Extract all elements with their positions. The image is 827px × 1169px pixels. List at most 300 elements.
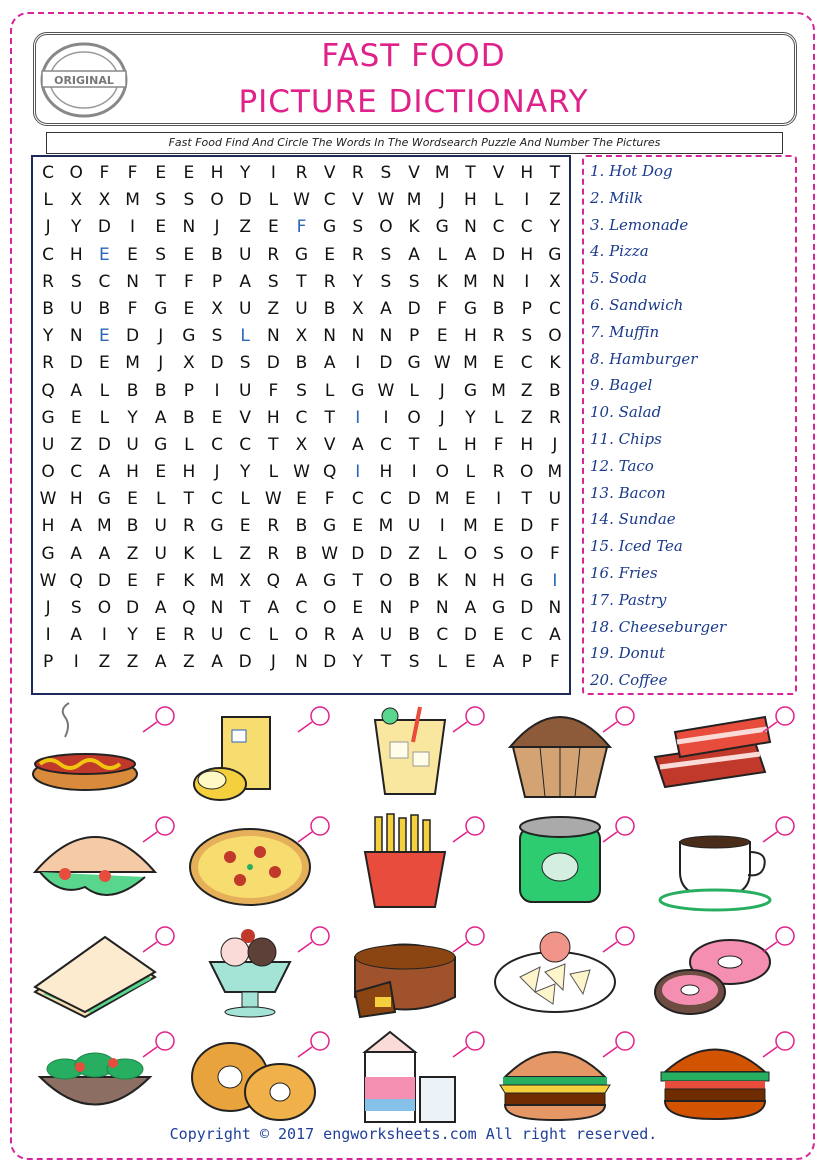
grid-letter[interactable]: I: [411, 462, 417, 483]
grid-letter[interactable]: H: [464, 326, 477, 347]
grid-letter[interactable]: B: [154, 380, 167, 401]
grid-letter[interactable]: B: [126, 380, 139, 401]
grid-letter[interactable]: W: [264, 489, 282, 510]
grid-letter[interactable]: N: [295, 652, 308, 673]
grid-letter[interactable]: O: [435, 462, 449, 483]
grid-letter[interactable]: L: [212, 543, 222, 564]
grid-letter[interactable]: K: [183, 543, 195, 564]
grid-letter[interactable]: O: [97, 598, 112, 618]
grid-letter[interactable]: Q: [41, 380, 55, 401]
grid-letter[interactable]: S: [267, 271, 279, 292]
grid-letter[interactable]: C: [211, 434, 223, 455]
grid-letter[interactable]: J: [214, 462, 220, 483]
grid-letter[interactable]: M: [406, 190, 422, 211]
grid-letter[interactable]: E: [493, 353, 504, 374]
grid-letter[interactable]: O: [322, 598, 337, 618]
grid-letter[interactable]: E: [239, 516, 251, 537]
grid-letter[interactable]: U: [154, 516, 167, 537]
grid-letter[interactable]: I: [101, 625, 107, 646]
grid-letter[interactable]: L: [240, 489, 250, 510]
grid-letter[interactable]: D: [266, 353, 280, 374]
grid-letter[interactable]: Y: [549, 217, 561, 238]
grid-letter[interactable]: T: [296, 271, 307, 292]
grid-letter[interactable]: R: [492, 462, 505, 483]
grid-letter[interactable]: A: [98, 543, 111, 564]
grid-letter[interactable]: T: [324, 407, 335, 428]
grid-letter[interactable]: G: [520, 570, 534, 591]
grid-letter[interactable]: I: [270, 163, 276, 183]
grid-letter[interactable]: A: [239, 271, 251, 292]
grid-letter[interactable]: C: [436, 625, 449, 646]
grid-letter[interactable]: G: [154, 434, 168, 455]
grid-letter[interactable]: K: [436, 271, 448, 292]
grid-letter[interactable]: Z: [549, 190, 561, 211]
grid-letter[interactable]: R: [295, 163, 308, 183]
grid-letter[interactable]: G: [548, 244, 562, 265]
grid-letter[interactable]: S: [493, 543, 504, 564]
grid-letter[interactable]: Q: [182, 598, 196, 618]
grid-letter[interactable]: E: [127, 570, 138, 591]
grid-letter[interactable]: A: [154, 598, 167, 618]
grid-letter[interactable]: U: [126, 434, 139, 455]
grid-letter[interactable]: D: [210, 353, 224, 374]
grid-letter[interactable]: Z: [239, 217, 251, 238]
grid-letter[interactable]: X: [70, 190, 83, 211]
grid-letter[interactable]: M: [97, 516, 112, 537]
grid-letter[interactable]: M: [434, 163, 450, 183]
grid-letter[interactable]: O: [210, 190, 224, 211]
grid-letter[interactable]: Y: [42, 326, 54, 347]
grid-letter[interactable]: P: [183, 380, 194, 401]
grid-letter[interactable]: V: [351, 190, 364, 211]
grid-letter[interactable]: E: [436, 326, 448, 347]
grid-letter[interactable]: W: [293, 462, 310, 483]
grid-letter[interactable]: M: [434, 489, 450, 510]
grid-letter[interactable]: U: [70, 298, 83, 319]
grid-letter[interactable]: P: [521, 298, 532, 319]
grid-letter[interactable]: X: [98, 190, 111, 211]
grid-letter[interactable]: U: [238, 298, 252, 319]
grid-letter[interactable]: G: [435, 217, 449, 238]
grid-letter[interactable]: G: [41, 543, 55, 564]
grid-letter[interactable]: T: [183, 489, 195, 510]
grid-letter[interactable]: I: [524, 271, 530, 292]
grid-letter[interactable]: L: [268, 190, 279, 211]
grid-letter[interactable]: S: [155, 190, 167, 211]
grid-letter[interactable]: K: [436, 570, 448, 591]
grid-letter[interactable]: J: [158, 326, 164, 347]
grid-letter[interactable]: H: [41, 516, 55, 537]
grid-letter[interactable]: G: [154, 298, 168, 319]
grid-letter[interactable]: S: [183, 190, 195, 211]
grid-letter[interactable]: D: [97, 570, 111, 591]
grid-letter[interactable]: H: [520, 434, 534, 455]
grid-letter[interactable]: V: [323, 434, 336, 455]
grid-letter[interactable]: C: [548, 298, 561, 319]
grid-letter[interactable]: C: [70, 462, 83, 483]
grid-letter[interactable]: F: [127, 298, 138, 319]
grid-letter[interactable]: N: [464, 570, 477, 591]
grid-letter[interactable]: W: [321, 543, 339, 564]
grid-letter[interactable]: R: [323, 271, 336, 292]
grid-letter[interactable]: B: [42, 298, 54, 319]
grid-letter[interactable]: B: [408, 625, 420, 646]
grid-letter[interactable]: E: [296, 489, 307, 510]
grid-letter[interactable]: N: [266, 326, 280, 347]
grid-letter[interactable]: G: [182, 326, 196, 347]
grid-letter[interactable]: I: [45, 625, 51, 646]
grid-letter[interactable]: W: [377, 380, 395, 401]
grid-letter[interactable]: Q: [69, 570, 83, 591]
grid-letter[interactable]: U: [295, 298, 308, 319]
grid-letter[interactable]: R: [182, 625, 195, 646]
grid-letter[interactable]: L: [409, 380, 419, 401]
grid-letter[interactable]: Y: [127, 407, 138, 428]
grid-letter[interactable]: C: [98, 271, 111, 292]
grid-letter[interactable]: C: [211, 489, 223, 510]
grid-letter[interactable]: T: [239, 598, 251, 618]
grid-letter[interactable]: X: [239, 570, 251, 591]
grid-letter[interactable]: J: [45, 217, 51, 238]
grid-letter[interactable]: S: [380, 244, 392, 265]
grid-letter[interactable]: W: [377, 190, 395, 211]
grid-letter[interactable]: G: [463, 298, 478, 319]
grid-letter[interactable]: W: [39, 570, 57, 591]
grid-letter[interactable]: A: [154, 407, 167, 428]
grid-letter[interactable]: O: [379, 217, 393, 238]
grid-letter[interactable]: J: [270, 652, 276, 673]
grid-letter[interactable]: A: [70, 516, 83, 537]
grid-letter[interactable]: G: [41, 407, 55, 428]
grid-letter[interactable]: S: [380, 163, 392, 183]
grid-letter[interactable]: V: [408, 163, 420, 183]
grid-letter[interactable]: B: [323, 298, 336, 319]
grid-letter[interactable]: N: [182, 217, 196, 238]
grid-letter[interactable]: Y: [239, 462, 251, 483]
grid-letter[interactable]: F: [324, 489, 335, 510]
grid-letter[interactable]: E: [267, 217, 279, 238]
grid-letter[interactable]: U: [379, 625, 393, 646]
grid-letter[interactable]: D: [520, 516, 534, 537]
grid-letter[interactable]: T: [352, 570, 363, 591]
grid-letter[interactable]: S: [408, 271, 420, 292]
grid-letter[interactable]: P: [42, 652, 54, 673]
grid-letter[interactable]: C: [42, 163, 55, 183]
grid-letter[interactable]: L: [184, 434, 194, 455]
grid-letter[interactable]: E: [99, 353, 110, 374]
grid-letter[interactable]: Z: [70, 434, 83, 455]
grid-letter[interactable]: V: [492, 163, 505, 183]
grid-letter[interactable]: P: [211, 271, 223, 292]
grid-letter[interactable]: L: [493, 190, 504, 211]
grid-letter[interactable]: D: [238, 652, 252, 673]
grid-letter[interactable]: O: [463, 543, 478, 564]
grid-letter[interactable]: F: [155, 570, 166, 591]
grid-letter[interactable]: N: [492, 271, 505, 292]
grid-letter[interactable]: C: [351, 489, 364, 510]
grid-letter[interactable]: Y: [465, 407, 476, 428]
grid-letter[interactable]: C: [239, 625, 252, 646]
grid-letter[interactable]: L: [155, 489, 166, 510]
grid-letter[interactable]: L: [465, 462, 476, 483]
grid-letter[interactable]: S: [352, 217, 364, 238]
grid-letter[interactable]: D: [69, 353, 83, 374]
grid-letter[interactable]: Y: [239, 163, 251, 183]
grid-letter[interactable]: R: [267, 543, 280, 564]
grid-letter[interactable]: R: [351, 163, 364, 183]
grid-letter[interactable]: T: [155, 271, 166, 292]
grid-letter[interactable]: L: [437, 434, 447, 455]
grid-letter[interactable]: L: [324, 380, 335, 401]
grid-letter[interactable]: L: [240, 326, 250, 347]
grid-letter[interactable]: Z: [520, 407, 533, 428]
grid-letter[interactable]: H: [492, 570, 505, 591]
grid-letter[interactable]: E: [324, 244, 336, 265]
grid-letter[interactable]: Z: [239, 543, 251, 564]
grid-letter[interactable]: G: [351, 380, 365, 401]
grid-letter[interactable]: X: [549, 271, 561, 292]
grid-letter[interactable]: B: [549, 380, 561, 401]
grid-letter[interactable]: W: [39, 489, 57, 510]
grid-letter[interactable]: G: [323, 217, 337, 238]
grid-letter[interactable]: S: [70, 271, 82, 292]
grid-letter[interactable]: M: [463, 516, 478, 537]
grid-letter[interactable]: Z: [520, 380, 533, 401]
grid-letter[interactable]: R: [548, 407, 561, 428]
grid-letter[interactable]: A: [154, 652, 167, 673]
grid-letter[interactable]: O: [407, 407, 421, 428]
grid-letter[interactable]: Y: [352, 271, 363, 292]
grid-letter[interactable]: A: [211, 652, 223, 673]
grid-letter[interactable]: F: [127, 163, 138, 183]
grid-letter[interactable]: F: [296, 217, 307, 238]
grid-letter[interactable]: C: [323, 190, 336, 211]
grid-letter[interactable]: V: [323, 163, 336, 183]
grid-letter[interactable]: D: [379, 543, 393, 564]
grid-letter[interactable]: M: [209, 570, 225, 591]
grid-letter[interactable]: U: [41, 434, 55, 455]
grid-letter[interactable]: V: [239, 407, 251, 428]
grid-letter[interactable]: O: [520, 543, 534, 564]
grid-letter[interactable]: N: [351, 326, 365, 347]
grid-letter[interactable]: A: [70, 625, 83, 646]
grid-letter[interactable]: G: [407, 353, 421, 374]
grid-letter[interactable]: G: [323, 516, 337, 537]
grid-letter[interactable]: E: [127, 489, 138, 510]
grid-letter[interactable]: E: [155, 462, 167, 483]
grid-letter[interactable]: G: [463, 380, 478, 401]
grid-letter[interactable]: B: [295, 353, 308, 374]
grid-letter[interactable]: C: [492, 217, 505, 238]
grid-letter[interactable]: F: [550, 516, 560, 537]
grid-letter[interactable]: A: [267, 598, 280, 618]
grid-letter[interactable]: M: [463, 271, 478, 292]
grid-letter[interactable]: W: [293, 190, 310, 211]
grid-letter[interactable]: M: [125, 190, 140, 211]
grid-letter[interactable]: N: [210, 598, 224, 618]
grid-letter[interactable]: N: [126, 271, 139, 292]
grid-letter[interactable]: F: [99, 163, 110, 183]
grid-letter[interactable]: X: [183, 353, 195, 374]
grid-letter[interactable]: H: [69, 244, 83, 265]
grid-letter[interactable]: H: [266, 407, 280, 428]
grid-letter[interactable]: U: [407, 516, 421, 537]
grid-letter[interactable]: N: [548, 598, 562, 618]
grid-letter[interactable]: E: [352, 598, 364, 618]
grid-letter[interactable]: L: [437, 244, 447, 265]
grid-letter[interactable]: B: [98, 298, 111, 319]
grid-letter[interactable]: S: [239, 353, 251, 374]
grid-letter[interactable]: R: [323, 625, 336, 646]
grid-letter[interactable]: Z: [267, 298, 280, 319]
grid-letter[interactable]: A: [70, 380, 83, 401]
grid-letter[interactable]: F: [550, 543, 560, 564]
grid-letter[interactable]: H: [182, 462, 196, 483]
grid-letter[interactable]: H: [69, 489, 83, 510]
grid-letter[interactable]: B: [126, 516, 139, 537]
grid-letter[interactable]: K: [408, 217, 420, 238]
grid-letter[interactable]: J: [214, 217, 220, 238]
grid-letter[interactable]: W: [433, 353, 451, 374]
grid-letter[interactable]: N: [435, 598, 449, 618]
grid-letter[interactable]: M: [491, 380, 506, 401]
grid-letter[interactable]: M: [547, 462, 563, 483]
grid-letter[interactable]: B: [295, 516, 308, 537]
grid-letter[interactable]: A: [492, 652, 505, 673]
grid-letter[interactable]: E: [211, 407, 223, 428]
grid-letter[interactable]: C: [520, 625, 533, 646]
grid-letter[interactable]: D: [407, 298, 421, 319]
grid-letter[interactable]: J: [45, 598, 51, 618]
grid-letter[interactable]: D: [126, 598, 140, 618]
grid-letter[interactable]: D: [379, 353, 393, 374]
grid-letter[interactable]: L: [437, 652, 447, 673]
grid-letter[interactable]: I: [496, 489, 502, 510]
grid-letter[interactable]: X: [295, 326, 308, 347]
grid-letter[interactable]: F: [437, 298, 448, 319]
grid-letter[interactable]: R: [42, 271, 54, 292]
grid-letter[interactable]: O: [69, 163, 83, 183]
grid-letter[interactable]: U: [154, 543, 167, 564]
grid-letter[interactable]: R: [267, 244, 280, 265]
grid-letter[interactable]: Y: [352, 652, 363, 673]
grid-letter[interactable]: Z: [126, 652, 139, 673]
grid-letter[interactable]: E: [155, 625, 167, 646]
grid-letter[interactable]: I: [355, 462, 361, 483]
grid-letter[interactable]: O: [548, 326, 562, 347]
grid-letter[interactable]: D: [323, 652, 337, 673]
grid-letter[interactable]: D: [520, 598, 534, 618]
grid-letter[interactable]: M: [125, 353, 140, 374]
grid-letter[interactable]: N: [464, 217, 477, 238]
grid-letter[interactable]: D: [126, 326, 140, 347]
grid-letter[interactable]: L: [99, 407, 110, 428]
grid-letter[interactable]: F: [550, 652, 560, 673]
grid-letter[interactable]: L: [268, 462, 279, 483]
grid-letter[interactable]: G: [491, 598, 506, 618]
grid-letter[interactable]: C: [520, 353, 533, 374]
grid-letter[interactable]: N: [69, 326, 83, 347]
grid-letter[interactable]: S: [380, 271, 392, 292]
grid-letter[interactable]: E: [70, 407, 82, 428]
grid-letter[interactable]: O: [379, 570, 393, 591]
grid-letter[interactable]: A: [323, 353, 336, 374]
grid-letter[interactable]: E: [465, 652, 476, 673]
grid-letter[interactable]: A: [98, 462, 111, 483]
grid-letter[interactable]: J: [439, 407, 445, 428]
grid-letter[interactable]: A: [464, 598, 477, 618]
grid-letter[interactable]: S: [155, 244, 167, 265]
grid-letter[interactable]: U: [210, 625, 224, 646]
grid-letter[interactable]: D: [463, 625, 477, 646]
grid-letter[interactable]: O: [520, 462, 534, 483]
grid-letter[interactable]: E: [352, 516, 364, 537]
grid-letter[interactable]: T: [521, 489, 532, 510]
grid-letter[interactable]: C: [380, 489, 392, 510]
grid-letter[interactable]: Z: [98, 652, 111, 673]
grid-letter[interactable]: H: [464, 190, 477, 211]
grid-letter[interactable]: I: [355, 407, 361, 428]
grid-letter[interactable]: R: [351, 244, 364, 265]
grid-letter[interactable]: L: [99, 380, 110, 401]
grid-letter[interactable]: L: [493, 407, 504, 428]
grid-letter[interactable]: Q: [266, 570, 281, 591]
grid-letter[interactable]: I: [552, 570, 558, 591]
grid-letter[interactable]: C: [295, 598, 308, 618]
grid-letter[interactable]: H: [464, 434, 477, 455]
grid-letter[interactable]: X: [295, 434, 308, 455]
grid-letter[interactable]: D: [97, 434, 111, 455]
grid-letter[interactable]: G: [210, 516, 224, 537]
grid-letter[interactable]: F: [493, 434, 504, 455]
grid-letter[interactable]: E: [183, 163, 195, 183]
grid-letter[interactable]: E: [183, 244, 195, 265]
grid-letter[interactable]: T: [465, 163, 476, 183]
grid-letter[interactable]: H: [126, 462, 139, 483]
grid-letter[interactable]: I: [73, 652, 79, 673]
grid-letter[interactable]: G: [97, 489, 111, 510]
grid-letter[interactable]: F: [183, 271, 194, 292]
grid-letter[interactable]: E: [99, 244, 110, 265]
grid-letter[interactable]: Z: [126, 543, 139, 564]
grid-letter[interactable]: S: [211, 326, 223, 347]
grid-letter[interactable]: I: [355, 353, 361, 374]
grid-letter[interactable]: E: [493, 516, 504, 537]
grid-letter[interactable]: X: [351, 298, 364, 319]
grid-letter[interactable]: I: [130, 217, 136, 238]
grid-letter[interactable]: P: [408, 598, 420, 618]
grid-letter[interactable]: S: [296, 380, 307, 401]
grid-letter[interactable]: S: [70, 598, 82, 618]
grid-letter[interactable]: Z: [183, 652, 195, 673]
grid-letter[interactable]: A: [380, 298, 392, 319]
grid-letter[interactable]: R: [267, 516, 280, 537]
grid-letter[interactable]: A: [408, 244, 420, 265]
grid-letter[interactable]: E: [465, 489, 476, 510]
grid-letter[interactable]: Q: [322, 462, 337, 483]
grid-letter[interactable]: C: [520, 217, 533, 238]
grid-letter[interactable]: I: [383, 407, 389, 428]
grid-letter[interactable]: C: [380, 434, 392, 455]
grid-letter[interactable]: R: [182, 516, 195, 537]
grid-letter[interactable]: E: [155, 163, 167, 183]
grid-letter[interactable]: B: [295, 543, 308, 564]
grid-letter[interactable]: U: [548, 489, 562, 510]
grid-letter[interactable]: B: [183, 407, 195, 428]
grid-letter[interactable]: R: [42, 353, 54, 374]
grid-letter[interactable]: A: [464, 244, 477, 265]
grid-letter[interactable]: D: [238, 190, 252, 211]
